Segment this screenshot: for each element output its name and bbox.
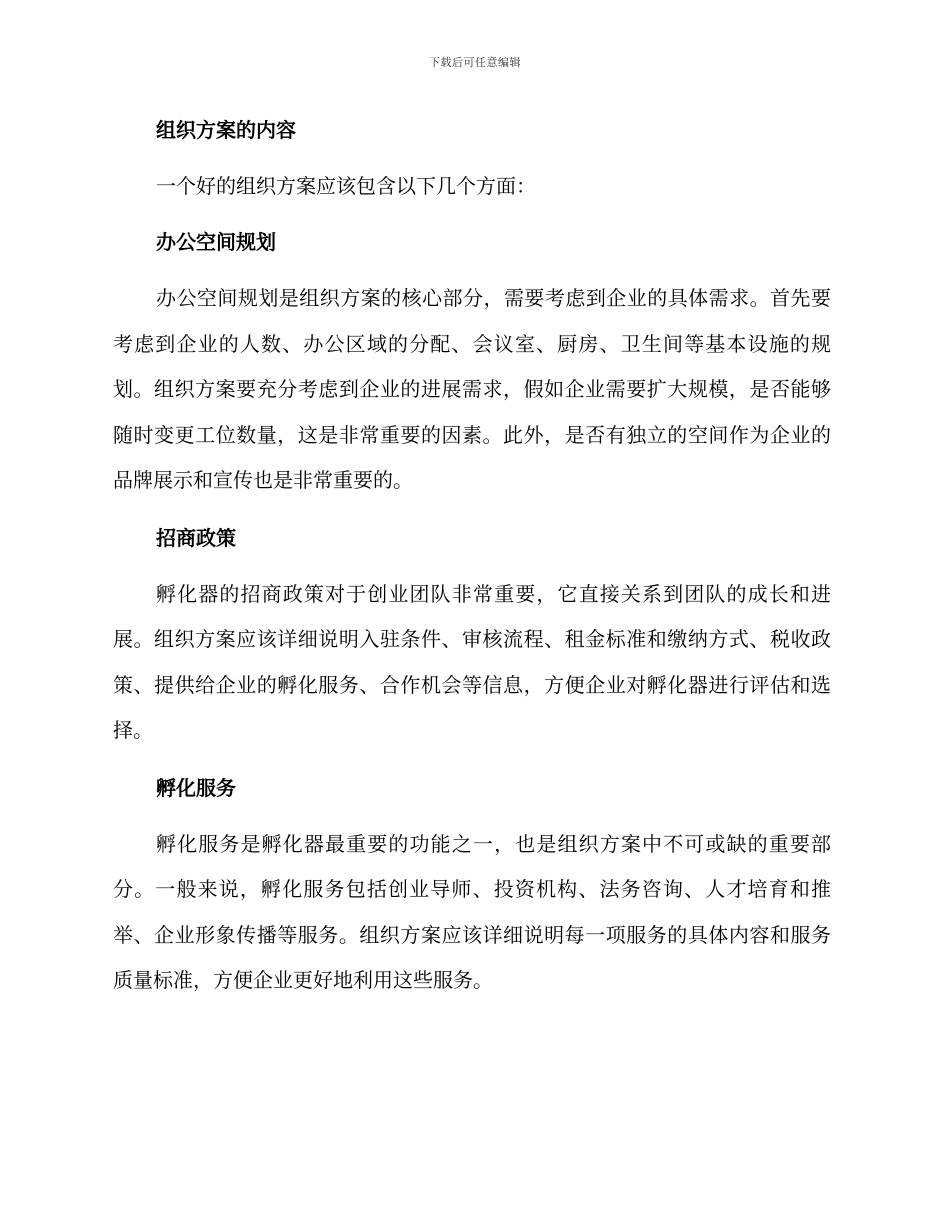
intro-paragraph: 一个好的组织方案应该包含以下几个方面： bbox=[156, 174, 536, 198]
section-heading-office-space: 办公空间规划 bbox=[156, 230, 276, 254]
document-title: 组织方案的内容 bbox=[156, 118, 296, 142]
section-body-incubation-services: 孵化服务是孵化器最重要的功能之一，也是组织方案中不可或缺的重要部分。一般来说，孵化服务包括创业导师、投资机构、法务咨询、人才培育和推举、企业形象传播等服务。组织方案应该详细说明每一项服务的具体内容和服务质量标准，方便企业更好地利用这些服务。 bbox=[113, 831, 831, 992]
section-heading-incubation-services: 孵化服务 bbox=[156, 775, 236, 800]
header-note: 下载后可任意编辑 bbox=[429, 56, 521, 69]
section-body-investment-policy: 孵化器的招商政策对于创业团队非常重要，它直接关系到团队的成长和进展。组织方案应该详细说明入驻条件、审核流程、租金标准和缴纳方式、税收政策、提供给企业的孵化服务、合作机会等信息，方便企业对孵化器进行评估和选择。 bbox=[113, 581, 831, 742]
section-body-office-space: 办公空间规划是组织方案的核心部分，需要考虑到企业的具体需求。首先要考虑到企业的人数、办公区域的分配、会议室、厨房、卫生间等基本设施的规划。组织方案要充分考虑到企业的进展需求，假如企业需要扩大规模，是否能够随时变更工位数量，这是非常重要的因素。此外，是否有独立的空间作为企业的品牌展示和宣传也是非常重要的。 bbox=[113, 286, 831, 492]
section-heading-investment-policy: 招商政策 bbox=[156, 525, 236, 550]
document-body bbox=[113, 108, 831, 1016]
